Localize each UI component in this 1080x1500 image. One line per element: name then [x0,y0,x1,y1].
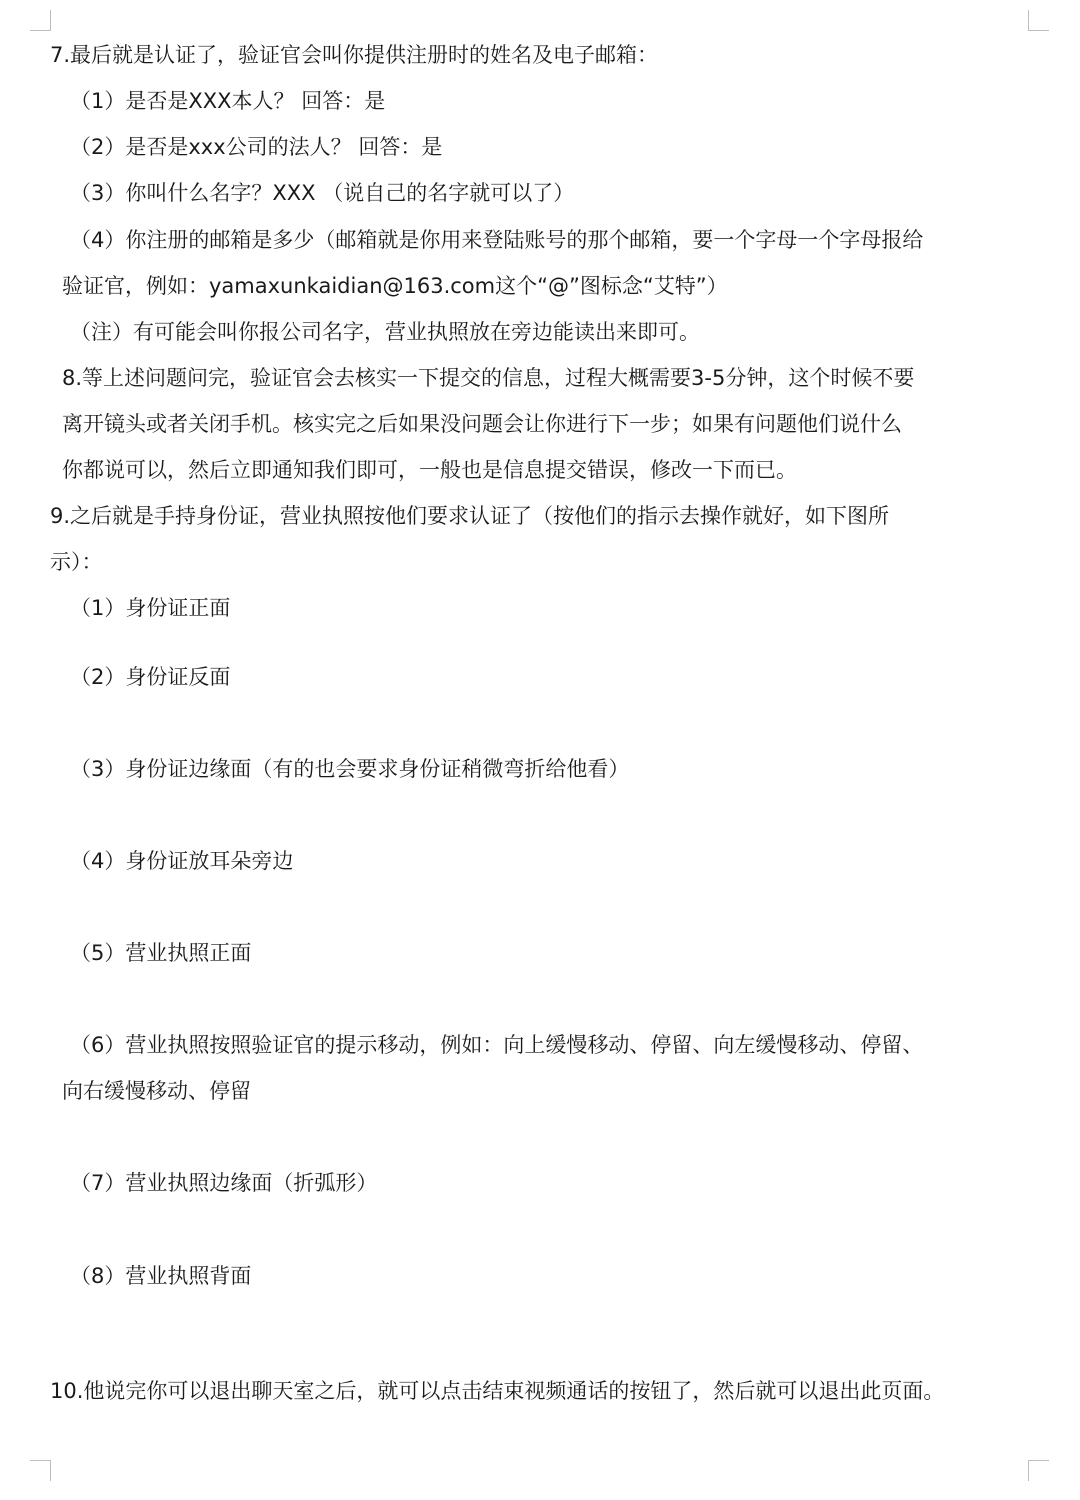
step-8-line-3: 你都说可以，然后立即通知我们即可，一般也是信息提交错误，修改一下而已。 [62,458,797,482]
step-9-item-6-cont: 向右缓慢移动、停留 [62,1079,251,1103]
crop-mark-bottom-right [1028,1460,1049,1481]
step-9-item-2: （2）身份证反面 [70,665,231,689]
step-9-heading-cont: 示）： [50,550,103,574]
step-9-item-3: （3）身份证边缘面（有的也会要求身份证稍微弯折给他看） [70,757,630,781]
step-9-item-6: （6）营业执照按照验证官的提示移动，例如：向上缓慢移动、停留、向左缓慢移动、停留、 [70,1033,924,1057]
step-9-item-8: （8）营业执照背面 [70,1264,252,1288]
step-7-question-4: （4）你注册的邮箱是多少（邮箱就是你用来登陆账号的那个邮箱，要一个字母一个字母报给 [70,228,924,252]
step-8-line-1: 8.等上述问题问完，验证官会去核实一下提交的信息，过程大概需要3-5分钟，这个时候不要 [62,366,915,390]
crop-mark-top-right [1028,10,1049,31]
crop-mark-bottom-left [30,1460,51,1481]
step-9-item-1: （1）身份证正面 [70,596,231,620]
step-9-item-7: （7）营业执照边缘面（折弧形） [70,1171,378,1195]
step-8-line-2: 离开镜头或者关闭手机。核实完之后如果没问题会让你进行下一步；如果有问题他们说什么 [62,412,902,436]
step-9-heading: 9.之后就是手持身份证，营业执照按他们要求认证了（按他们的指示去操作就好，如下图所 [50,504,890,528]
step-10: 10.他说完你可以退出聊天室之后，就可以点击结束视频通话的按钮了，然后就可以退出此页面。 [50,1379,945,1403]
step-7-question-2: （2）是否是xxx公司的法人？ 回答：是 [70,135,443,159]
step-9-item-4: （4）身份证放耳朵旁边 [70,849,294,873]
step-7-question-1: （1）是否是XXX本人？ 回答：是 [70,89,386,113]
crop-mark-top-left [30,10,51,31]
step-7-question-3: （3）你叫什么名字？XXX （说自己的名字就可以了） [70,181,575,205]
step-7-question-4-cont: 验证官，例如：yamaxunkaidian@163.com这个“@”图标念“艾特”） [62,274,728,298]
step-7-note: （注）有可能会叫你报公司名字，营业执照放在旁边能读出来即可。 [70,320,700,344]
step-7-heading: 7.最后就是认证了，验证官会叫你提供注册时的姓名及电子邮箱： [50,43,659,67]
step-9-item-5: （5）营业执照正面 [70,941,252,965]
